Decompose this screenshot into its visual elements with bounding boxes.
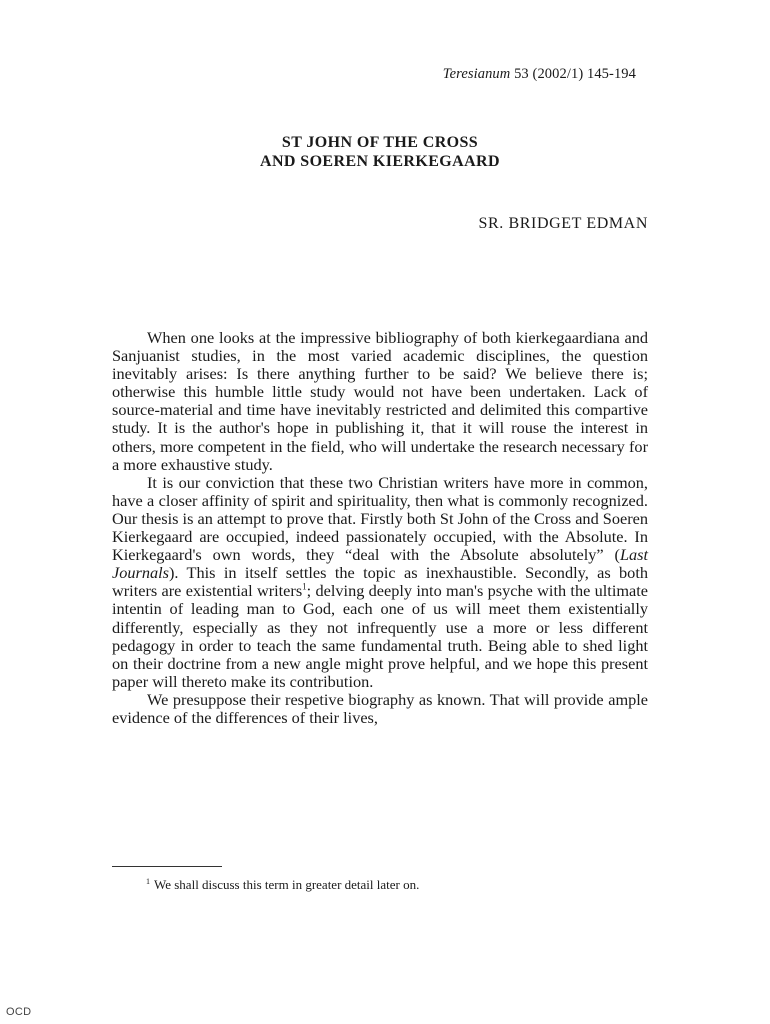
running-header: [443, 66, 636, 83]
paragraph-2-part-a: It is our conviction that these two Christian writers have more in common, have a closer affinity of spirit and spirituality, then what is commonly recognized. Our thesis is an attempt to prove that. Firstly both St John of the Cross and Soeren Kierkegaard are occupied, indeed passionately occupied, with the Absolute. In Kierkegaard's own words, they “deal with the Absolute absolutely” (: [112, 472, 648, 565]
journal-citation: 53 (2002/1) 145-194: [510, 66, 636, 82]
paragraph-2-part-b: ). This in itself settles the topic as inexhaustible. Secondly, as both writers are existential writers: [112, 563, 648, 601]
article-title: [150, 133, 610, 171]
journal-name: Teresianum: [442, 66, 511, 82]
paragraph-3: We presuppose their respetive biography as known. That will provide ample evidence of the differences of their lives,: [112, 689, 648, 727]
paragraph-2: [112, 474, 648, 691]
footnote: [146, 877, 419, 893]
ocd-watermark: OCD: [6, 1006, 32, 1018]
paragraph-2-part-c: ; delving deeply into man's psyche with the ultimate intentin of leading man to God, each one of us will meet them existentially differently, especially as they not infrequently use a more or less different pedagogy in order to teach the same fundamental truth. Being able to shed light on their doctrine from a new angle might prove helpful, and we hope this present paper will thereto make its contribution.: [112, 581, 648, 691]
paragraph-1: When one looks at the impressive bibliography of both kierkegaardiana and Sanjuanist studies, in the most varied academic disciplines, the question inevitably arises: Is there anything further to be said? We believe there is; otherwise this humble little study would not have been undertaken. Lack of source-material and time have inevitably restricted and delimited this compartive study. It is the author's hope in publishing it, that it will rouse the interest in others, more competent in the field, who will undertake the research necessary for a more exhaustive study.: [112, 328, 648, 474]
italic-title-last-journals: Last Journals: [112, 545, 648, 583]
title-line-2: AND SOEREN KIERKEGAARD: [260, 153, 500, 170]
footnote-number: 1: [146, 876, 150, 886]
footnote-divider: [112, 866, 222, 867]
title-line-1: ST JOHN OF THE CROSS: [281, 134, 479, 151]
footnote-reference[interactable]: 1: [302, 581, 307, 592]
article-body: [112, 329, 648, 727]
article-author: SR. BRIDGET EDMAN: [478, 215, 648, 232]
footnote-text: We shall discuss this term in greater detail later on.: [154, 877, 420, 892]
